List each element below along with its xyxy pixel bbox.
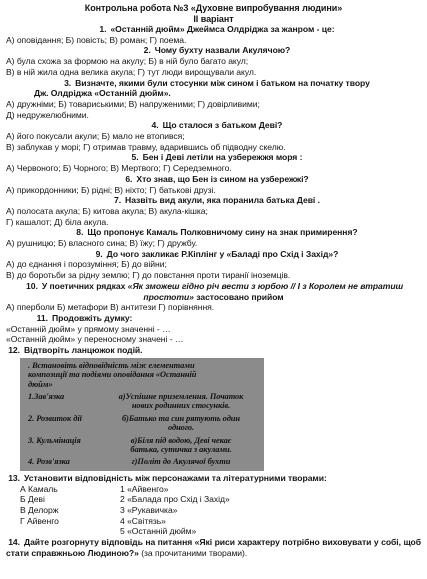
question-1: 1. «Останній дюйм» Джеймса Олдріджа за жанром - це: [99,24,335,34]
table-row: Б Деві 2 «Балада про Схід і Захід» [20,494,230,505]
answer-line: «Останній дюйм» у переносному значені - … [6,334,184,345]
answer-line: В) в ній жила одна велика акула; Г) тут люди вирощували акул. [6,66,257,77]
variant-label: ІІ варіант [193,13,234,24]
answers-8: А) рушницю; Б) власного сина; В) їжу; Г) дружбу. [6,238,198,249]
answers-10: А) пперболи Б) метафори В) антитези Г) порівняння. [6,302,215,313]
table-row: 5 «Останній дюйм» [120,526,197,537]
answer-line: А) його покусали акули; Б) мало не втопився; [6,131,185,142]
question-5: 5. Бен і Деві летіли на узбережжя моря : [131,152,303,163]
box-pair: 4. Розв'язка г)Політ до Акулячої бухти [28,457,231,467]
answers-6: А) прикордонники; Б) рідні; В) ніхто; Г) батькові друзі. [6,184,216,195]
matching-table [6,484,421,538]
question-2: 2. Чому бухту назвали Акулячою? [143,45,291,56]
box-heading: композиції та подіями оповідання «Останній [28,370,197,380]
quote: «Як зможеш гідно річ вести з юрбою // І з Королем не втратиш простоти» [127,280,404,302]
question-7: 7. Назвіть вид акули, яка поранила батька Деві . [113,195,320,206]
question-4: 4. Що сталося з батьком Деві? [151,120,283,131]
question-13: 13. Установити відповідність між персонажами та літературними творами: [8,472,327,483]
table-row: Г Айвенго 4 «Світязь» [20,515,166,526]
box-pair: 2. Розвиток дії б)Батько та син рятують один одного. [28,413,241,433]
answer-line: Д) недружелюбними. [6,109,89,120]
question-11: 11. Продовжіть думку: [36,312,133,323]
answer-line: В) заблукав у морі; Г) отримав травму, вдарившись об підводну скелю. [6,141,286,152]
question-3-cont: Дж. Олдріджа «Останній дюйм». [34,88,171,99]
answer-line: А) дружніми; Б) товариськими; В) напруженими; Г) довірливими; [6,98,260,109]
box-pair: 3. Кульмінація в)Біля під водою, Деві чекає батька, сутичка з акулами. [28,435,232,455]
box-heading: дюйм» [28,379,53,389]
box-pair: 1.Зав'язка а)Успішне приземлення. Початок нових родинних стосунків. [28,392,244,411]
box-heading: . Встановіть відповідність між елементами [28,360,195,370]
answer-line: А) до єднання і порозуміння; Б) до війни; [6,259,167,270]
answer-line: «Останній дюйм» у прямому значенні - … [6,323,171,334]
answer-line: А) була схожа за формою на акулу; Б) в ній було багато акул; [6,56,249,67]
question-9: 9. До чого закликає Р.Кіплінг у «Баладі про Схід і Захід»? [95,248,339,259]
answers-1: А) оповідання; Б) повість; В) роман; Г) поема. [6,34,187,45]
question-3: 3. Визначте, якими були стосунки між сином і батьком на початку твору [64,77,370,88]
matching-box [20,358,264,471]
question-6: 6. Хто знав, що Бен із сином на узбережжі? [125,173,309,184]
table-row: В Делорж 3 «Рукавичка» [20,504,178,515]
question-10: 10. У поетичних рядках «Як зможеш гідно річ вести з юрбою // І з Королем не втратиш простоти» застосовано прийом [26,280,404,302]
answer-line: А) полосата акула; Б) китова акула; В) акула-кішка; [6,205,208,216]
question-14: 14. Дайте розгорнуту відповідь на питання «Які риси характеру потрібно виховувати у собі, щоб стати справжньою Людиною?» (за прочитаними творами). [6,537,421,558]
question-12: 12. Відтворіть ланцюжок подій. [8,345,143,356]
table-row: А Камаль 1 «Айвенго» [20,483,169,494]
answer-line: Г) кашалот; Д) біла акула. [6,216,109,227]
answer-line: В) до боротьби за рідну землю; Г) до повстання проти тиранії іноземців. [6,270,291,281]
page-title: Контрольна робота №3 «Духовне випробування людини» [84,3,343,13]
answers-5: А) Червоного; Б) Чорного; В) Мертвого; Г) Середземного. [6,163,232,174]
question-8: 8. Що пропонує Камаль Полковничому сину на знак примирення? [76,227,358,238]
